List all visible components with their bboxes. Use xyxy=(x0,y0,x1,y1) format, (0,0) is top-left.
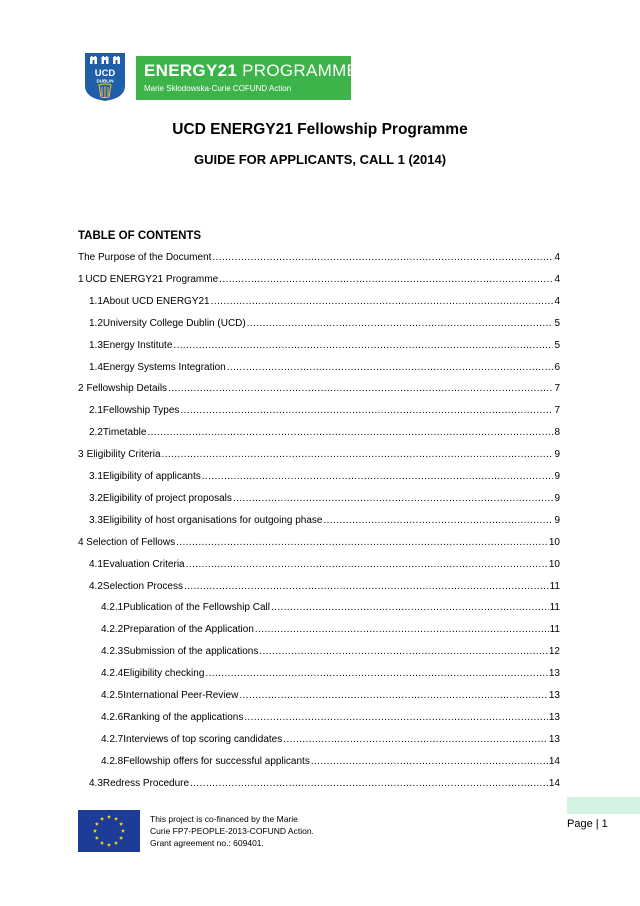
ucd-logo xyxy=(84,52,126,102)
toc-entry-number: 1.1 xyxy=(89,295,103,307)
toc-entry[interactable] xyxy=(89,777,560,791)
document-subtitle: GUIDE FOR APPLICANTS, CALL 1 (2014) xyxy=(193,152,447,167)
toc-entry-number: 1 xyxy=(78,273,84,285)
toc-entry-title: Evaluation Criteria xyxy=(102,558,185,570)
toc-entry-number: 4.1 xyxy=(89,558,103,570)
toc-entry[interactable] xyxy=(78,536,560,550)
toc-entry-page: 11 xyxy=(549,602,560,614)
toc-entry[interactable] xyxy=(89,317,560,331)
toc-entry-number: 3.1 xyxy=(89,471,103,482)
toc-entry-number: 3.2 xyxy=(89,492,103,504)
toc-entry-page: 9 xyxy=(554,471,560,482)
toc-dot-leader xyxy=(259,645,548,659)
toc-entry-page: 9 xyxy=(554,449,560,461)
toc-entry[interactable] xyxy=(78,448,560,462)
toc-entry-page: 5 xyxy=(554,317,560,329)
toc-entry[interactable] xyxy=(101,755,560,769)
toc-dot-leader xyxy=(176,536,548,550)
toc-dot-leader xyxy=(184,580,549,594)
toc-entry-title: About UCD ENERGY21 xyxy=(102,295,210,307)
toc-entry-page: 5 xyxy=(554,339,560,351)
toc-entry-title: Eligibility checking xyxy=(123,668,205,680)
toc-dot-leader xyxy=(311,755,548,769)
toc-entry-number: 4 xyxy=(78,536,84,548)
toc-entry-title: Publication of the Fellowship Call xyxy=(123,602,270,614)
toc-entry-number: 4.2.4 xyxy=(101,668,124,680)
toc-entry-page: 4 xyxy=(554,252,560,263)
toc-entry-number: 1.3 xyxy=(89,339,103,351)
toc-entry[interactable] xyxy=(89,514,560,528)
footer-line: Grant agreement no.: 609401. xyxy=(150,838,264,848)
toc-entry-page: 11 xyxy=(549,580,560,592)
toc-entry-page: 9 xyxy=(554,492,560,504)
toc-entry-title: Fellowship offers for successful applicants xyxy=(123,755,310,767)
toc-entry[interactable] xyxy=(89,361,560,375)
toc-entry-number: 4.2.2 xyxy=(101,624,124,636)
toc-entry[interactable] xyxy=(78,273,560,287)
toc-entry-title: Selection of Fellows xyxy=(86,536,176,548)
toc-entry-title: Selection Process xyxy=(102,580,183,592)
toc-entry[interactable] xyxy=(101,733,560,747)
toc-dot-leader xyxy=(186,558,548,572)
toc-entry-page: 10 xyxy=(548,536,560,548)
toc-entry[interactable] xyxy=(101,601,560,615)
toc-entry-title: The Purpose of the Document xyxy=(78,252,212,263)
toc-entry-number: 4.2.7 xyxy=(101,733,124,745)
toc-dot-leader xyxy=(324,514,554,528)
toc-entry-title: Timetable xyxy=(102,427,147,439)
toc-entry-page: 7 xyxy=(554,405,560,417)
toc-entry-number: 4.2.3 xyxy=(101,646,124,658)
document-title: UCD ENERGY21 Fellowship Programme xyxy=(172,121,468,138)
toc-dot-leader xyxy=(244,711,548,725)
toc-entry[interactable] xyxy=(89,558,560,572)
toc-entry-number: 4.2.5 xyxy=(101,690,124,701)
toc-entry[interactable] xyxy=(89,470,560,484)
toc-entry-title: Eligibility of host organisations for outgoing phase xyxy=(102,514,323,526)
toc-entry-number: 3.3 xyxy=(89,514,103,526)
toc-entry-page: 4 xyxy=(554,273,560,285)
toc-entry-title: International Peer-Review xyxy=(123,690,239,701)
toc-entry-page: 9 xyxy=(554,514,560,526)
toc-entry-title: Energy Institute xyxy=(102,339,173,351)
footer-funding-note xyxy=(150,813,314,849)
toc-dot-leader xyxy=(147,426,553,440)
toc-entry-number: 1.4 xyxy=(89,361,103,373)
toc-entry[interactable] xyxy=(89,426,560,440)
toc-entry-number: 4.2.1 xyxy=(101,602,124,614)
toc-entry-number: 2.1 xyxy=(89,405,103,417)
toc-dot-leader xyxy=(202,470,554,484)
toc-dot-leader xyxy=(227,361,554,375)
toc-dot-leader xyxy=(168,382,553,396)
toc-dot-leader xyxy=(212,251,553,265)
toc-entry-page: 13 xyxy=(548,668,560,680)
toc-entry-title: UCD ENERGY21 Programme xyxy=(85,273,219,285)
footer-line: Curie FP7-PEOPLE-2013-COFUND Action. xyxy=(150,826,314,836)
toc-entry-number: 1.2 xyxy=(89,317,103,329)
toc-dot-leader xyxy=(190,777,548,791)
footer-line: This project is co-financed by the Marie xyxy=(150,814,298,824)
toc-entry-page: 12 xyxy=(548,646,560,658)
toc-entry[interactable] xyxy=(101,623,560,637)
toc-dot-leader xyxy=(205,667,547,681)
toc-entry[interactable] xyxy=(101,711,560,725)
ucd-logo-text: UCD xyxy=(94,68,116,79)
toc-entry-title: Eligibility Criteria xyxy=(86,449,161,461)
toc-entry-page: 13 xyxy=(548,711,560,723)
toc-entry-page: 14 xyxy=(548,777,560,789)
toc-entry[interactable] xyxy=(89,492,560,506)
toc-entry-title: Fellowship Details xyxy=(86,383,168,395)
toc-entry-number: 3 xyxy=(78,449,84,461)
toc-entry[interactable] xyxy=(101,689,560,703)
toc-entry-page: 7 xyxy=(554,383,560,395)
toc-dot-leader xyxy=(233,492,554,506)
toc-entry-page: 4 xyxy=(554,295,560,307)
toc-entry[interactable] xyxy=(89,580,560,594)
toc-entry-page: 14 xyxy=(548,755,560,767)
toc-dot-leader xyxy=(162,448,554,462)
toc-entry-title: Ranking of the applications xyxy=(123,711,244,723)
toc-entry[interactable] xyxy=(89,339,560,353)
eu-flag-icon xyxy=(78,810,140,852)
toc-dot-leader xyxy=(255,623,549,637)
toc-dot-leader xyxy=(219,273,553,287)
toc-entry[interactable] xyxy=(78,251,560,265)
ucd-logo-subtext: DUBLIN xyxy=(96,78,114,84)
toc-entry-page: 13 xyxy=(548,733,560,745)
toc-entry-number: 4.2.8 xyxy=(101,755,124,767)
toc-entry-page: 11 xyxy=(549,624,560,636)
toc-entry-number: 2 xyxy=(78,383,84,395)
toc-entry-title: University College Dublin (UCD) xyxy=(102,317,246,329)
toc-entry-number: 4.2.6 xyxy=(101,711,124,723)
toc-entry-page: 10 xyxy=(548,558,560,570)
toc-entry-title: Energy Systems Integration xyxy=(102,361,226,373)
toc-dot-leader xyxy=(180,404,553,418)
toc-entry-title: Interviews of top scoring candidates xyxy=(123,733,283,745)
toc-entry-title: Eligibility of project proposals xyxy=(102,492,232,504)
toc-entry-number: 2.2 xyxy=(89,427,103,439)
page-number: Page | 1 xyxy=(567,818,608,830)
toc-entry-page: 13 xyxy=(548,690,560,701)
toc-entry-title: Preparation of the Application xyxy=(123,624,254,636)
toc-dot-leader xyxy=(283,733,548,747)
toc-dot-leader xyxy=(239,689,548,703)
toc-entry[interactable] xyxy=(101,645,560,659)
toc-dot-leader xyxy=(211,295,554,309)
toc-entry[interactable] xyxy=(101,667,560,681)
toc-entry[interactable] xyxy=(89,295,560,309)
banner-title-thin: PROGRAMME xyxy=(242,61,359,80)
toc-entry-number: 4.3 xyxy=(89,777,103,789)
toc-entry[interactable] xyxy=(89,404,560,418)
toc-entry-number: 4.2 xyxy=(89,580,103,592)
toc-dot-leader xyxy=(173,339,553,353)
banner-subtitle: Marie Skłodowska-Curie COFUND Action xyxy=(144,84,292,93)
energy21-banner-logo xyxy=(136,56,359,100)
toc-dot-leader xyxy=(247,317,554,331)
toc-heading: TABLE OF CONTENTS xyxy=(78,230,202,242)
banner-title-bold: ENERGY21 xyxy=(144,61,238,80)
toc-entry-title: Redress Procedure xyxy=(102,777,190,789)
toc-entry-page: 6 xyxy=(554,361,560,373)
toc-entry[interactable] xyxy=(78,382,560,396)
toc-entry-title: Submission of the applications xyxy=(123,646,259,658)
toc-entry-title: Eligibility of applicants xyxy=(102,471,201,482)
toc-entry-page: 8 xyxy=(554,427,560,439)
banner-title xyxy=(144,61,358,81)
toc-entry-title: Fellowship Types xyxy=(102,405,180,417)
toc-dot-leader xyxy=(271,601,549,615)
page-number-tab xyxy=(567,797,640,814)
